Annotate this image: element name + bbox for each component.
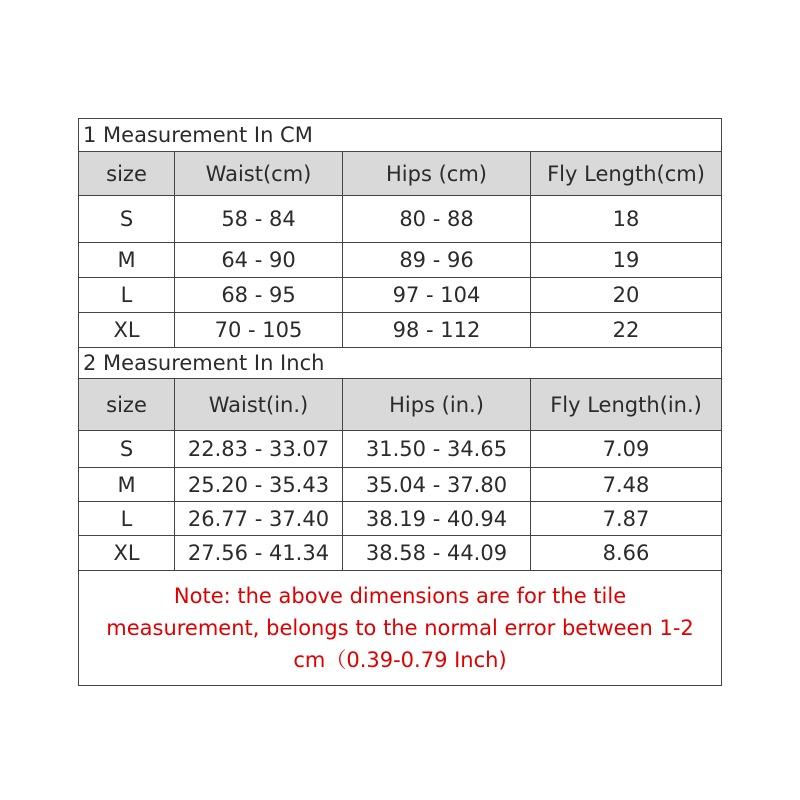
size-cell: L xyxy=(79,502,175,536)
fly-length-cell: 7.48 xyxy=(531,468,722,502)
waist-cell: 26.77 - 37.40 xyxy=(175,502,343,536)
note-line-2: measurement, belongs to the normal error between 1-2 xyxy=(106,616,694,640)
hips-cell: 89 - 96 xyxy=(343,243,531,278)
table-row xyxy=(79,536,722,571)
size-cell: M xyxy=(79,243,175,278)
table-row xyxy=(79,243,722,278)
size-cell: M xyxy=(79,468,175,502)
fly-length-cell: 7.09 xyxy=(531,431,722,468)
hips-cell: 35.04 - 37.80 xyxy=(343,468,531,502)
inch-section-title: 2 Measurement In Inch xyxy=(79,348,722,379)
size-cell: XL xyxy=(79,536,175,571)
table-row xyxy=(79,313,722,348)
table-row xyxy=(79,196,722,243)
note-line-1: Note: the above dimensions are for the tile xyxy=(173,584,627,608)
note-line-3: cm（0.39-0.79 Inch) xyxy=(293,648,507,672)
table-row xyxy=(79,468,722,502)
table-row xyxy=(79,278,722,313)
fly-length-cell: 22 xyxy=(531,313,722,348)
waist-cell: 25.20 - 35.43 xyxy=(175,468,343,502)
hips-cell: 38.58 - 44.09 xyxy=(343,536,531,571)
cm-section-title-row xyxy=(79,119,722,152)
note-cell xyxy=(79,571,722,686)
cm-header-fly-length: Fly Length(cm) xyxy=(531,152,722,196)
cm-header-hips: Hips (cm) xyxy=(343,152,531,196)
waist-cell: 22.83 - 33.07 xyxy=(175,431,343,468)
cm-header-waist: Waist(cm) xyxy=(175,152,343,196)
inch-header-waist: Waist(in.) xyxy=(175,379,343,431)
inch-header-size: size xyxy=(79,379,175,431)
inch-header-fly-length: Fly Length(in.) xyxy=(531,379,722,431)
size-cell: S xyxy=(79,196,175,243)
fly-length-cell: 7.87 xyxy=(531,502,722,536)
note-row xyxy=(79,571,722,686)
hips-cell: 38.19 - 40.94 xyxy=(343,502,531,536)
inch-header-hips: Hips (in.) xyxy=(343,379,531,431)
waist-cell: 68 - 95 xyxy=(175,278,343,313)
size-cell: S xyxy=(79,431,175,468)
cm-header-size: size xyxy=(79,152,175,196)
hips-cell: 80 - 88 xyxy=(343,196,531,243)
waist-cell: 27.56 - 41.34 xyxy=(175,536,343,571)
size-cell: XL xyxy=(79,313,175,348)
fly-length-cell: 20 xyxy=(531,278,722,313)
hips-cell: 31.50 - 34.65 xyxy=(343,431,531,468)
hips-cell: 98 - 112 xyxy=(343,313,531,348)
table-row xyxy=(79,431,722,468)
fly-length-cell: 8.66 xyxy=(531,536,722,571)
inch-section-title-row xyxy=(79,348,722,379)
fly-length-cell: 19 xyxy=(531,243,722,278)
waist-cell: 70 - 105 xyxy=(175,313,343,348)
size-cell: L xyxy=(79,278,175,313)
fly-length-cell: 18 xyxy=(531,196,722,243)
waist-cell: 58 - 84 xyxy=(175,196,343,243)
inch-header-row xyxy=(79,379,722,431)
cm-header-row xyxy=(79,152,722,196)
size-chart-table xyxy=(78,118,722,686)
cm-section-title: 1 Measurement In CM xyxy=(79,119,722,152)
table-row xyxy=(79,502,722,536)
hips-cell: 97 - 104 xyxy=(343,278,531,313)
waist-cell: 64 - 90 xyxy=(175,243,343,278)
